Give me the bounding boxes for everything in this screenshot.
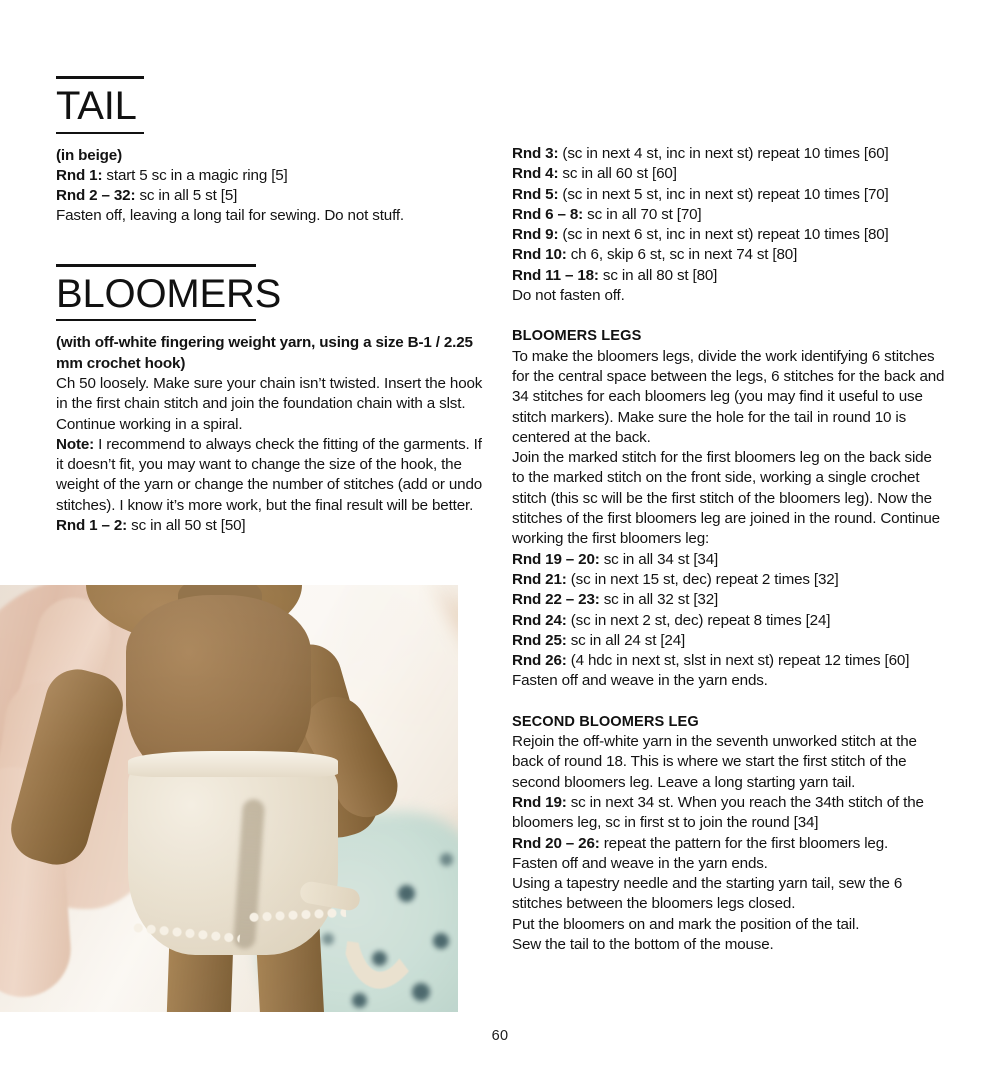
bloomers-rule-bottom xyxy=(56,319,256,321)
round-text: (sc in next 6 st, inc in next st) repeat 10 times [80] xyxy=(558,226,889,244)
round-line xyxy=(512,185,946,205)
bloomers-note-label: Note: xyxy=(56,435,95,453)
tail-line-3 xyxy=(56,206,488,226)
bloomers-legs-paragraph-1: To make the bloomers legs, divide the work identifying 6 stitches for the central space between the legs, 6 stitches for the back and 34 stitches for each bloomers leg (you may find it useful to use stitch markers). Make sure the hole for the tail in round 10 is centered at the back. xyxy=(512,347,945,446)
round-text: Do not fasten off. xyxy=(512,287,625,305)
bloomers-note xyxy=(56,435,488,516)
round-text: sc in all 60 st [60] xyxy=(558,165,677,183)
right-column xyxy=(512,144,946,955)
tail-section xyxy=(56,76,488,227)
tail-body xyxy=(56,146,488,227)
round-line xyxy=(512,245,946,265)
bloomers-intro-text: (with off-white fingering weight yarn, using a size B-1 / 2.25 mm crochet hook) xyxy=(56,334,473,372)
round-line xyxy=(512,590,946,610)
round-label: Rnd 4: xyxy=(512,165,559,183)
tail-line-1 xyxy=(56,166,488,186)
round-text: (sc in next 15 st, dec) repeat 2 times [32] xyxy=(566,570,839,588)
round-line xyxy=(512,651,946,671)
second-bloomers-leg-paragraph-1: Rejoin the off-white yarn in the seventh unworked stitch at the back of round 18. This is where we start the first stitch of the second bloomers leg. Leave a long starting yarn tail. xyxy=(512,733,917,791)
round-line xyxy=(512,611,946,631)
round-text: Fasten off and weave in the yarn ends. xyxy=(512,672,768,690)
round-text: Put the bloomers on and mark the position of the tail. xyxy=(512,915,860,933)
left-column xyxy=(56,76,488,536)
round-line xyxy=(512,225,946,245)
section-gap xyxy=(56,227,488,264)
page-number: 60 xyxy=(491,1028,509,1044)
round-line xyxy=(512,164,946,184)
round-line xyxy=(512,854,946,874)
blanket-dot xyxy=(433,933,449,949)
tail-line-1-label: Rnd 1: xyxy=(56,166,103,184)
round-text: sc in all 70 st [70] xyxy=(583,205,702,223)
gap xyxy=(512,692,946,712)
round-text: (4 hdc in next st, slst in next st) repeat 12 times [60] xyxy=(566,652,910,670)
bloomers-rnd-1-2 xyxy=(56,516,488,536)
bloomers-paragraph-1: Ch 50 loosely. Make sure your chain isn’t twisted. Insert the hook in the first chain stitch and join the foundation chain with a slst. Continue working in a spiral. xyxy=(56,374,483,433)
blanket-dot xyxy=(412,983,430,1001)
round-line xyxy=(512,874,946,915)
round-label: Rnd 26: xyxy=(512,652,567,670)
round-text: sc in all 24 st [24] xyxy=(566,631,686,649)
blanket-dot xyxy=(440,853,453,866)
round-label: Rnd 19 – 20: xyxy=(512,550,600,568)
bloomers-rnd-1-2-label: Rnd 1 – 2: xyxy=(56,517,128,535)
tail-line-2-label: Rnd 2 – 32: xyxy=(56,187,136,205)
round-line xyxy=(512,793,946,834)
photo-content xyxy=(0,585,458,1012)
tail-line-3-text: Fasten off, leaving a long tail for sewing. Do not stuff. xyxy=(56,207,405,225)
bloomers-intro xyxy=(56,333,488,374)
round-label: Rnd 24: xyxy=(512,611,567,629)
bloomers-legs-paragraph-2: Join the marked stitch for the first bloomers leg on the back side to the marked stitch on the front side, working a single crochet stitch (this sc will be the first stitch of the bloomers leg). Now the stitches of the first bloomers leg are joined in the round. Continue working the first bloomers leg: xyxy=(512,449,940,548)
round-label: Rnd 21: xyxy=(512,570,567,588)
round-text: sc in all 80 st [80] xyxy=(598,266,718,284)
round-label: Rnd 19: xyxy=(512,793,567,811)
round-text: sc in next 34 st. When you reach the 34th stitch of the bloomers leg, sc in first st to join the round [34] xyxy=(512,793,924,832)
bloomers-rnd-1-2-text: sc in all 50 st [50] xyxy=(127,517,246,535)
bloomers-legs-heading: BLOOMERS LEGS xyxy=(512,328,642,345)
round-line xyxy=(512,671,946,691)
bloomers-title: BLOOMERS xyxy=(56,271,282,316)
round-line xyxy=(512,631,946,651)
round-label: Rnd 11 – 18: xyxy=(512,266,599,284)
round-label: Rnd 20 – 26: xyxy=(512,834,600,852)
round-line xyxy=(512,144,946,164)
blanket-dot xyxy=(352,993,367,1008)
tail-line-0 xyxy=(56,146,488,166)
bloomers-note-text: I recommend to always check the fitting of the garments. If it doesn’t fit, you may want to change the size of the hook, the weight of the yarn or change the number of stitches (add or undo stitches). I know it’s more work, but the final result will be better. xyxy=(56,435,483,514)
round-line xyxy=(512,935,946,955)
gap xyxy=(512,306,946,326)
round-line xyxy=(512,570,946,590)
bloomers-heading-block xyxy=(56,264,282,322)
round-label: Rnd 5: xyxy=(512,185,559,203)
tail-heading-block xyxy=(56,76,144,134)
round-text: Sew the tail to the bottom of the mouse. xyxy=(512,935,774,953)
bloomers-section xyxy=(56,264,488,537)
bloomers-photo xyxy=(0,585,458,1012)
round-line xyxy=(512,915,946,935)
round-text: (sc in next 2 st, dec) repeat 8 times [24] xyxy=(566,611,831,629)
round-label: Rnd 6 – 8: xyxy=(512,205,584,223)
tail-line-1-text: start 5 sc in a magic ring [5] xyxy=(102,166,288,184)
round-line xyxy=(512,834,946,854)
round-line xyxy=(512,286,946,306)
tail-line-2-text: sc in all 5 st [5] xyxy=(135,187,238,205)
round-text: (sc in next 5 st, inc in next st) repeat 10 times [70] xyxy=(558,185,889,203)
bloomers-body xyxy=(56,333,488,536)
second-bloomers-leg-body xyxy=(512,732,946,955)
tail-rule-bottom xyxy=(56,132,144,134)
second-bloomers-leg-subsection xyxy=(512,712,946,956)
bloomers-legs-subsection xyxy=(512,326,946,691)
round-label: Rnd 3: xyxy=(512,145,559,162)
tail-title: TAIL xyxy=(56,84,137,128)
round-line xyxy=(512,550,946,570)
second-bloomers-leg-heading: SECOND BLOOMERS LEG xyxy=(512,713,699,730)
tail-line-0-label: (in beige) xyxy=(56,146,122,164)
round-text: sc in all 32 st [32] xyxy=(599,591,719,609)
round-label: Rnd 10: xyxy=(512,246,567,264)
round-line xyxy=(512,205,946,225)
round-text: ch 6, skip 6 st, sc in next 74 st [80] xyxy=(566,246,798,264)
tail-line-2 xyxy=(56,186,488,206)
round-text: sc in all 34 st [34] xyxy=(599,550,719,568)
round-label: Rnd 9: xyxy=(512,226,559,244)
rounds-top-list xyxy=(512,144,946,306)
round-text: (sc in next 4 st, inc in next st) repeat 10 times [60] xyxy=(558,145,889,162)
round-line xyxy=(512,266,946,286)
round-label: Rnd 22 – 23: xyxy=(512,591,600,609)
round-text: repeat the pattern for the first bloomers leg. xyxy=(599,834,889,852)
round-text: Fasten off and weave in the yarn ends. xyxy=(512,854,768,872)
doll-bloomers-waistband xyxy=(128,751,338,777)
round-label: Rnd 25: xyxy=(512,631,567,649)
blanket-dot xyxy=(322,933,334,945)
bloomers-legs-body xyxy=(512,347,946,692)
round-text: Using a tapestry needle and the starting yarn tail, sew the 6 stitches between the bloomers legs closed. xyxy=(512,875,903,913)
